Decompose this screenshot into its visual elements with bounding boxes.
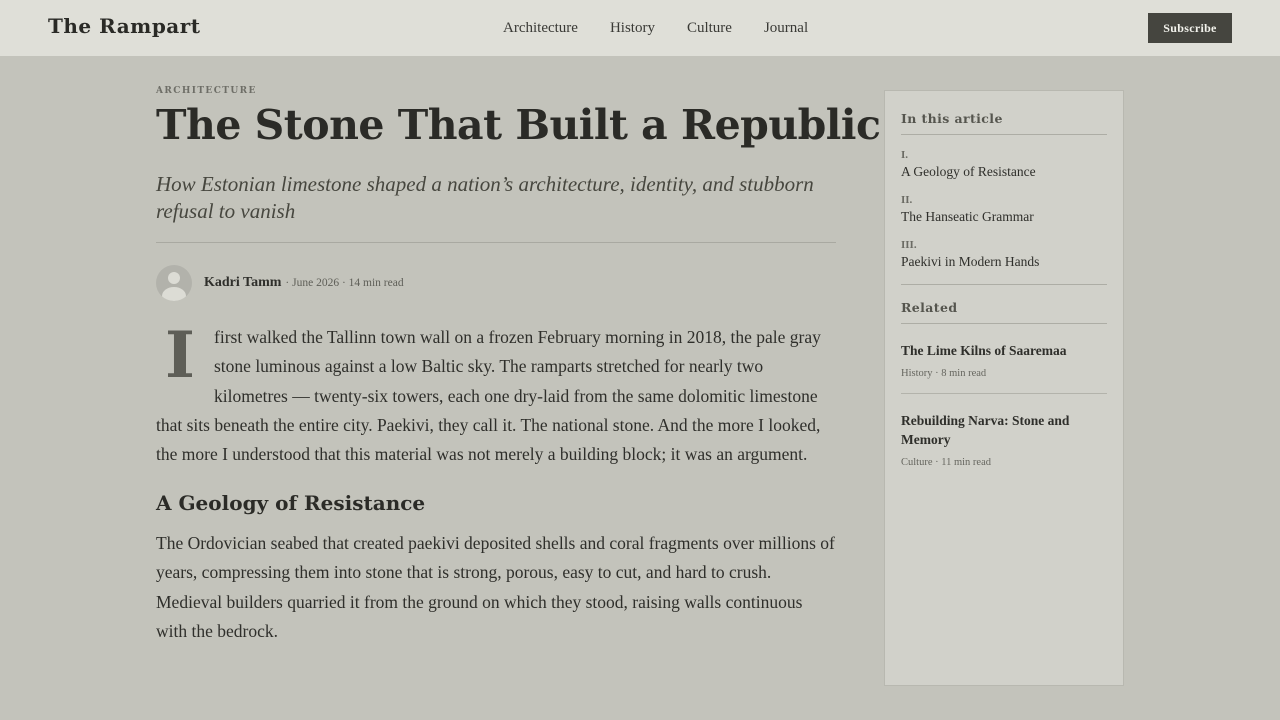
subscribe-button[interactable]: Subscribe — [1148, 13, 1232, 43]
section-heading: A Geology of Resistance — [156, 491, 426, 516]
article-kicker[interactable]: ARCHITECTURE — [156, 86, 257, 96]
related-title[interactable]: The Lime Kilns of Saaremaa — [901, 343, 1067, 358]
user-icon-body — [162, 287, 186, 301]
author-name[interactable]: Kadri Tamm — [204, 275, 282, 291]
article-deck: How Estonian limestone shaped a nation’s architecture, identity, and stubborn refusal to vanish — [156, 172, 814, 224]
toc-number: I. — [901, 149, 909, 161]
related-heading: Related — [901, 300, 1107, 324]
toc-heading: In this article — [901, 111, 1107, 135]
drop-cap: I — [165, 318, 195, 394]
nav-culture[interactable]: Culture — [686, 20, 732, 36]
toc-item[interactable] — [901, 194, 1107, 225]
intro-paragraph — [156, 318, 836, 469]
related-meta: History · 8 min read — [901, 368, 987, 379]
related-item[interactable] — [901, 324, 1107, 394]
toc-item[interactable] — [901, 239, 1107, 270]
sidebar — [884, 90, 1124, 686]
byline — [156, 265, 836, 301]
article — [156, 86, 881, 646]
main-nav — [503, 20, 840, 37]
toc-item[interactable] — [901, 149, 1107, 180]
user-icon — [168, 272, 180, 284]
divider — [156, 242, 836, 243]
nav-history[interactable]: History — [609, 20, 655, 36]
toc-link[interactable]: Paekivi in Modern Hands — [901, 254, 1040, 269]
body-paragraph: The Ordovician seabed that created paekivi deposited shells and coral fragments over millions of years, compressing them into stone that is strong, porous, easy to cut, and hard to crush. Medieval builders quarried it from the ground on which they stood, raising walls continuous with the bedrock. — [156, 533, 835, 641]
nav-journal[interactable]: Journal — [763, 20, 809, 36]
top-bar — [0, 0, 1280, 56]
related-list — [901, 324, 1107, 482]
site-logo[interactable]: The Rampart — [48, 14, 201, 38]
toc-link[interactable]: The Hanseatic Grammar — [901, 209, 1034, 224]
avatar[interactable] — [156, 265, 192, 301]
toc-link[interactable]: A Geology of Resistance — [901, 164, 1036, 179]
nav-architecture[interactable]: Architecture — [503, 20, 578, 36]
related-meta: Culture · 11 min read — [901, 457, 992, 468]
toc-number: II. — [901, 194, 913, 206]
table-of-contents — [901, 149, 1107, 270]
related-item[interactable] — [901, 394, 1107, 482]
intro-text: first walked the Tallinn town wall on a frozen February morning in 2018, the pale gray stone luminous against a low Baltic sky. The ramparts stretched for nearly two kilometres — twenty-six towers, each one dry-laid from the same dolomitic limestone that sits beneath the entire city. Paekivi, they call it. The national stone. And the more I looked, the more I understood that this material was not merely a building block; it was an argument. — [156, 327, 821, 464]
article-meta: · June 2026 · 14 min read — [285, 277, 404, 290]
toc-number: III. — [901, 239, 917, 251]
article-title: The Stone That Built a Republic — [156, 101, 881, 149]
related-title[interactable]: Rebuilding Narva: Stone and Memory — [901, 413, 1070, 447]
sidebar-divider — [901, 284, 1107, 285]
